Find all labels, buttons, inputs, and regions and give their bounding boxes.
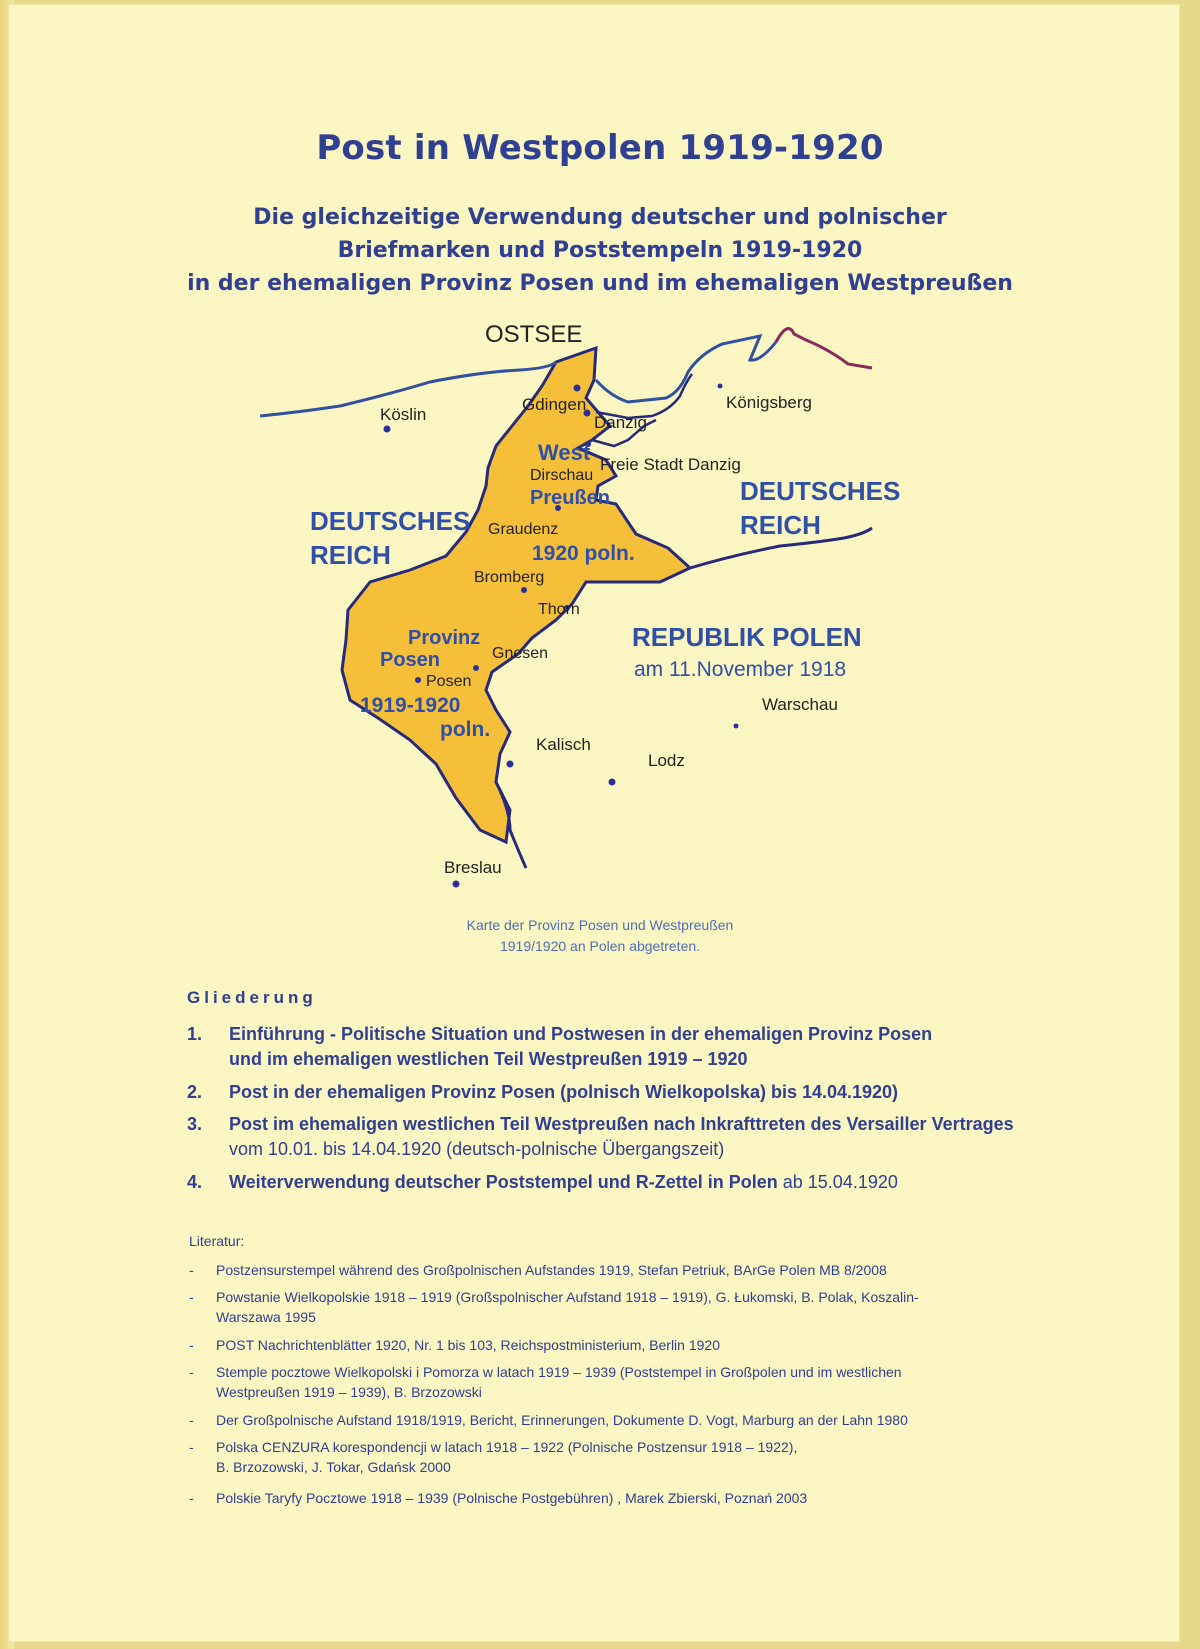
label-west: West <box>538 440 591 465</box>
literature-line: Stemple pocztowe Wielkopolski i Pomorza w latach 1919 – 1939 (Poststempel in Großpolen und im westlichen <box>216 1364 902 1380</box>
subtitle-line-3: in der ehemaligen Provinz Posen und im ehemaligen Westpreußen <box>187 271 1013 296</box>
literature-text <box>216 1488 1046 1508</box>
literature-line: B. Brzozowski, J. Tokar, Gdańsk 2000 <box>216 1459 451 1475</box>
label-gdingen: Gdingen <box>522 395 587 414</box>
toc-text <box>229 1080 1089 1105</box>
list-dash: - <box>189 1337 194 1353</box>
literature-line: Der Großpolnische Aufstand 1918/1919, Bericht, Erinnerungen, Dokumente D. Vogt, Marburg an der Lahn 1980 <box>216 1412 908 1428</box>
literature-text <box>216 1260 1046 1280</box>
literature-text <box>216 1362 1046 1402</box>
label-graudenz: Graudenz <box>488 521 559 538</box>
subtitle-line-2: Briefmarken und Poststempeln 1919-1920 <box>337 238 863 263</box>
toc-line: Einführung - Politische Situation und Postwesen in der ehemaligen Provinz Posen <box>229 1024 933 1044</box>
list-dash: - <box>189 1289 194 1305</box>
dot-koeslin <box>384 426 391 433</box>
literature-line: Polska CENZURA korespondencji w latach 1918 – 1922 (Polnische Postzensur 1918 – 1922), <box>216 1439 798 1455</box>
dot-gdingen <box>574 385 581 392</box>
dot-lodz <box>609 779 616 786</box>
label-freie-stadt: Freie Stadt Danzig <box>600 455 741 474</box>
toc-number: 2. <box>187 1082 203 1102</box>
label-dirschau: Dirschau <box>530 467 594 484</box>
literature-heading: Literatur: <box>189 1233 245 1249</box>
toc-number: 3. <box>187 1114 203 1134</box>
map-caption-line-2: 1919/1920 an Polen abgetreten. <box>499 938 701 954</box>
literature-line: Warszawa 1995 <box>216 1309 316 1325</box>
label-koenigsberg: Königsberg <box>726 393 813 412</box>
label-gnesen: Gnesen <box>492 645 549 662</box>
label-posen-region: Posen <box>380 649 441 671</box>
label-1919-1920: 1919-1920 <box>360 694 461 717</box>
toc-number: 1. <box>187 1024 203 1044</box>
dot-posen <box>415 677 421 683</box>
label-preussen: Preußen <box>530 487 611 509</box>
literature-line: Postzensurstempel während des Großpolnischen Aufstandes 1919, Stefan Petriuk, BArGe Polen MB 8/2008 <box>216 1262 887 1278</box>
list-dash: - <box>189 1412 194 1428</box>
label-reich-left-1: DEUTSCHES <box>310 506 471 536</box>
label-republik-date: am 11.November 1918 <box>634 658 847 681</box>
map <box>260 320 920 910</box>
toc-line-suffix: ab 15.04.1920 <box>777 1172 898 1192</box>
label-warschau: Warschau <box>762 695 838 714</box>
dot-koenigsberg <box>718 384 723 389</box>
label-1920-poln: 1920 poln. <box>532 542 635 565</box>
border-freie-stadt <box>592 374 692 446</box>
toc-text <box>229 1170 1089 1195</box>
literature-text <box>216 1287 1046 1327</box>
label-danzig: Danzig <box>594 413 647 432</box>
literature-line: POST Nachrichtenblätter 1920, Nr. 1 bis 103, Reichspostministerium, Berlin 1920 <box>216 1337 720 1353</box>
label-poln: poln. <box>440 718 491 741</box>
list-dash: - <box>189 1364 194 1380</box>
list-dash: - <box>189 1490 194 1506</box>
list-dash: - <box>189 1262 194 1278</box>
toc-line: Weiterverwendung deutscher Poststempel und R-Zettel in Polen <box>229 1172 778 1192</box>
literature-text <box>216 1437 1046 1477</box>
toc-line: Post im ehemaligen westlichen Teil Westpreußen nach Inkrafttreten des Versailler Vertrages <box>229 1114 1014 1134</box>
subtitle-line-1: Die gleichzeitige Verwendung deutscher und polnischer <box>253 205 947 230</box>
literature-text <box>216 1410 1046 1430</box>
dot-warschau <box>734 724 739 729</box>
list-dash: - <box>189 1439 194 1455</box>
dot-gnesen <box>473 665 479 671</box>
dot-bromberg <box>521 587 527 593</box>
toc-heading: Gliederung <box>187 988 317 1007</box>
label-republik-polen: REPUBLIK POLEN <box>632 622 862 652</box>
label-posen-city: Posen <box>426 673 472 690</box>
label-reich-right-2: REICH <box>740 510 821 540</box>
dot-breslau <box>453 881 460 888</box>
label-lodz: Lodz <box>648 751 685 770</box>
label-thorn: Thorn <box>538 601 580 618</box>
label-reich-right-1: DEUTSCHES <box>740 476 901 506</box>
map-caption-line-1: Karte der Provinz Posen und Westpreußen <box>466 917 734 933</box>
label-kalisch: Kalisch <box>536 735 591 754</box>
toc-line: Post in der ehemaligen Provinz Posen (polnisch Wielkopolska) bis 14.04.1920) <box>229 1082 899 1102</box>
toc-text <box>229 1112 1089 1162</box>
label-bromberg: Bromberg <box>474 569 545 586</box>
label-breslau: Breslau <box>444 858 502 877</box>
literature-line: Polskie Taryfy Pocztowe 1918 – 1939 (Polnische Postgebühren) , Marek Zbierski, Poznań 2003 <box>216 1490 808 1506</box>
label-provinz: Provinz <box>408 627 481 649</box>
literature-text <box>216 1335 1046 1355</box>
page-title: Post in Westpolen 1919-1920 <box>316 128 884 168</box>
toc-line: und im ehemaligen westlichen Teil Westpreußen 1919 – 1920 <box>229 1049 748 1069</box>
toc-text <box>229 1022 1089 1072</box>
toc-number: 4. <box>187 1172 203 1192</box>
label-reich-left-2: REICH <box>310 540 391 570</box>
toc-line: vom 10.01. bis 14.04.1920 (deutsch-polnische Übergangszeit) <box>229 1139 725 1159</box>
label-ostsee: OSTSEE <box>485 321 583 348</box>
literature-line: Westpreußen 1919 – 1939), B. Brzozowski <box>216 1384 482 1400</box>
label-koeslin: Köslin <box>380 405 427 424</box>
dot-kalisch <box>507 761 514 768</box>
literature-line: Powstanie Wielkopolskie 1918 – 1919 (Großspolnischer Aufstand 1918 – 1919), G. Łukomski, B. Polak, Koszalin- <box>216 1289 919 1305</box>
border-east-prussia <box>776 329 872 368</box>
